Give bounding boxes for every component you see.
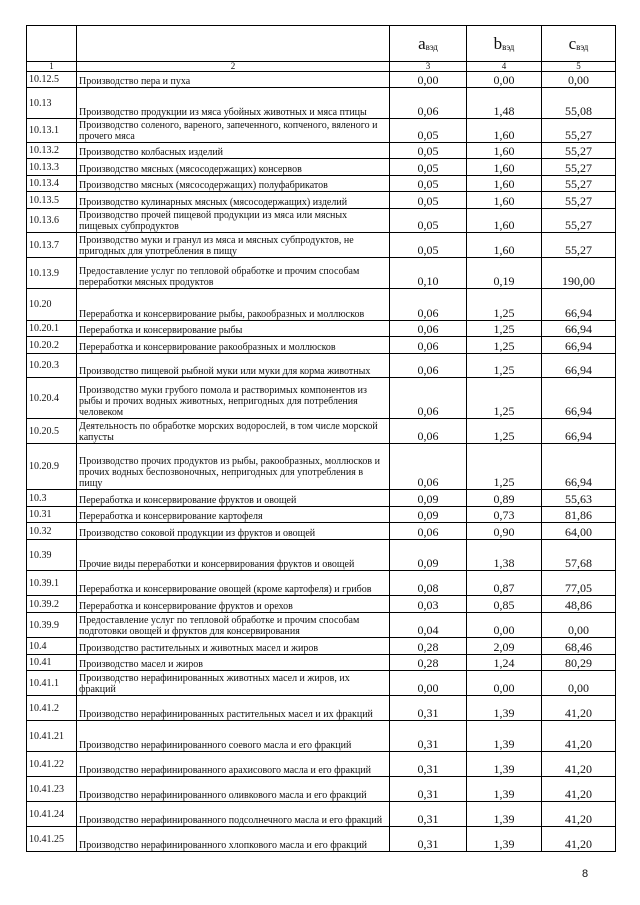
b-value-cell: 1,60 <box>467 119 542 143</box>
table-row <box>27 507 616 523</box>
table-row <box>27 802 616 827</box>
b-value-cell: 1,25 <box>467 444 542 490</box>
c-value-cell: 66,94 <box>542 289 616 321</box>
code-cell: 10.13.6 <box>27 209 77 233</box>
a-value-cell: 0,10 <box>390 258 467 289</box>
name-cell: Производство нерафинированных животных масел и жиров, их фракций <box>77 671 390 696</box>
name-cell: Производство колбасных изделий <box>77 143 390 159</box>
b-value-cell: 0,85 <box>467 596 542 613</box>
name-cell: Переработка и консервирование рыбы, ракообразных и моллюсков <box>77 289 390 321</box>
name-cell: Производство продукции из мяса убойных животных и мяса птицы <box>77 88 390 119</box>
a-value-cell: 0,00 <box>390 72 467 88</box>
table-row <box>27 571 616 596</box>
b-value-cell: 1,60 <box>467 159 542 176</box>
b-value-cell: 1,48 <box>467 88 542 119</box>
b-value-cell: 1,25 <box>467 378 542 419</box>
name-cell: Производство кулинарных мясных (мясосодержащих) изделий <box>77 192 390 209</box>
table-row <box>27 523 616 540</box>
name-cell: Производство нерафинированного подсолнечного масла и его фракций <box>77 802 390 827</box>
code-cell: 10.13 <box>27 88 77 119</box>
b-value-cell: 1,60 <box>467 176 542 192</box>
code-cell: 10.39.2 <box>27 596 77 613</box>
table-row <box>27 655 616 671</box>
b-value-cell: 0,19 <box>467 258 542 289</box>
b-value-cell: 1,60 <box>467 233 542 258</box>
code-cell: 10.13.7 <box>27 233 77 258</box>
code-cell: 10.41.21 <box>27 721 77 752</box>
column-index: 3 <box>390 62 467 72</box>
a-value-cell: 0,05 <box>390 143 467 159</box>
a-value-cell: 0,06 <box>390 444 467 490</box>
c-value-cell: 55,27 <box>542 159 616 176</box>
a-value-cell: 0,09 <box>390 490 467 507</box>
a-value-cell: 0,08 <box>390 571 467 596</box>
c-value-cell: 81,86 <box>542 507 616 523</box>
table-row <box>27 752 616 777</box>
name-cell: Переработка и консервирование овощей (кроме картофеля) и грибов <box>77 571 390 596</box>
b-value-cell: 0,90 <box>467 523 542 540</box>
table-row <box>27 596 616 613</box>
c-value-cell: 66,94 <box>542 419 616 444</box>
c-value-cell: 66,94 <box>542 378 616 419</box>
a-value-cell: 0,05 <box>390 209 467 233</box>
c-value-cell: 66,94 <box>542 337 616 354</box>
c-value-cell: 41,20 <box>542 696 616 721</box>
a-value-cell: 0,31 <box>390 802 467 827</box>
c-value-cell: 55,27 <box>542 176 616 192</box>
table-row <box>27 289 616 321</box>
code-cell: 10.20.5 <box>27 419 77 444</box>
code-cell: 10.41.1 <box>27 671 77 696</box>
b-value-cell: 0,87 <box>467 571 542 596</box>
name-cell: Предоставление услуг по тепловой обработке и прочим способам переработки мясных продуктов <box>77 258 390 289</box>
b-value-cell: 1,60 <box>467 192 542 209</box>
header-cell-name <box>77 26 390 62</box>
table-row <box>27 72 616 88</box>
b-value-cell: 1,60 <box>467 209 542 233</box>
name-cell: Производство соленого, вареного, запеченного, копченого, вяленого и прочего мяса <box>77 119 390 143</box>
c-value-cell: 41,20 <box>542 721 616 752</box>
c-value-cell: 57,68 <box>542 540 616 571</box>
c-value-cell: 41,20 <box>542 802 616 827</box>
b-value-cell: 1,25 <box>467 289 542 321</box>
column-index: 5 <box>542 62 616 72</box>
code-cell: 10.4 <box>27 638 77 655</box>
table-row <box>27 192 616 209</box>
a-value-cell: 0,05 <box>390 159 467 176</box>
name-cell: Производство нерафинированного оливкового масла и его фракций <box>77 777 390 802</box>
c-value-cell: 66,94 <box>542 444 616 490</box>
table-row <box>27 337 616 354</box>
table-row <box>27 119 616 143</box>
a-value-cell: 0,06 <box>390 321 467 337</box>
code-cell: 10.41.22 <box>27 752 77 777</box>
table-row <box>27 419 616 444</box>
c-value-cell: 0,00 <box>542 72 616 88</box>
header-cell-b: $b_{вэд}$ <box>467 26 542 62</box>
name-cell: Производство мясных (мясосодержащих) полуфабрикатов <box>77 176 390 192</box>
b-value-cell: 1,38 <box>467 540 542 571</box>
code-cell: 10.41.2 <box>27 696 77 721</box>
b-value-cell: 1,25 <box>467 354 542 378</box>
a-value-cell: 0,09 <box>390 540 467 571</box>
b-value-cell: 1,60 <box>467 143 542 159</box>
c-value-cell: 55,27 <box>542 119 616 143</box>
b-value-cell: 1,39 <box>467 752 542 777</box>
code-cell: 10.41 <box>27 655 77 671</box>
table-row <box>27 490 616 507</box>
name-cell: Производство нерафинированного хлопкового масла и его фракций <box>77 827 390 852</box>
page-number: 8 <box>582 868 589 880</box>
c-value-cell: 0,00 <box>542 671 616 696</box>
table-row <box>27 233 616 258</box>
column-index-row <box>27 62 616 72</box>
code-cell: 10.20.3 <box>27 354 77 378</box>
name-cell: Производство прочей пищевой продукции из мяса или мясных пищевых субпродуктов <box>77 209 390 233</box>
table-row <box>27 827 616 852</box>
a-value-cell: 0,06 <box>390 523 467 540</box>
code-cell: 10.41.25 <box>27 827 77 852</box>
name-cell: Производство муки грубого помола и растворимых компонентов из рыбы и прочих водных животных, непригодных для потребления человеком <box>77 378 390 419</box>
code-cell: 10.13.5 <box>27 192 77 209</box>
c-value-cell: 68,46 <box>542 638 616 655</box>
a-value-cell: 0,31 <box>390 827 467 852</box>
b-value-cell: 1,25 <box>467 337 542 354</box>
b-value-cell: 1,24 <box>467 655 542 671</box>
a-value-cell: 0,31 <box>390 752 467 777</box>
b-value-cell: 0,73 <box>467 507 542 523</box>
code-cell: 10.39 <box>27 540 77 571</box>
c-value-cell: 55,27 <box>542 143 616 159</box>
code-cell: 10.13.1 <box>27 119 77 143</box>
column-index: 2 <box>77 62 390 72</box>
c-value-cell: 48,86 <box>542 596 616 613</box>
b-value-cell: 1,39 <box>467 802 542 827</box>
code-cell: 10.3 <box>27 490 77 507</box>
table-row <box>27 143 616 159</box>
table-row <box>27 696 616 721</box>
b-value-cell: 2,09 <box>467 638 542 655</box>
table-row <box>27 444 616 490</box>
code-cell: 10.39.9 <box>27 613 77 638</box>
table-row <box>27 258 616 289</box>
a-value-cell: 0,28 <box>390 655 467 671</box>
code-cell: 10.13.3 <box>27 159 77 176</box>
c-value-cell: 66,94 <box>542 354 616 378</box>
b-value-cell: 1,39 <box>467 777 542 802</box>
a-value-cell: 0,06 <box>390 289 467 321</box>
name-cell: Переработка и консервирование фруктов и орехов <box>77 596 390 613</box>
table-row <box>27 176 616 192</box>
name-cell: Производство нерафинированных растительных масел и их фракций <box>77 696 390 721</box>
code-cell: 10.20.2 <box>27 337 77 354</box>
table-row <box>27 540 616 571</box>
column-index: 1 <box>27 62 77 72</box>
code-cell: 10.41.23 <box>27 777 77 802</box>
table-row <box>27 613 616 638</box>
name-cell: Переработка и консервирование ракообразных и моллюсков <box>77 337 390 354</box>
name-cell: Деятельность по обработке морских водорослей, в том числе морской капусты <box>77 419 390 444</box>
table-row <box>27 721 616 752</box>
table-row <box>27 354 616 378</box>
a-value-cell: 0,06 <box>390 354 467 378</box>
c-value-cell: 55,27 <box>542 233 616 258</box>
a-value-cell: 0,05 <box>390 192 467 209</box>
code-cell: 10.13.9 <box>27 258 77 289</box>
column-index: 4 <box>467 62 542 72</box>
b-value-cell: 0,00 <box>467 72 542 88</box>
code-cell: 10.20.1 <box>27 321 77 337</box>
c-value-cell: 190,00 <box>542 258 616 289</box>
name-cell: Переработка и консервирование фруктов и овощей <box>77 490 390 507</box>
name-cell: Производство мясных (мясосодержащих) консервов <box>77 159 390 176</box>
c-value-cell: 64,00 <box>542 523 616 540</box>
b-value-cell: 1,39 <box>467 827 542 852</box>
a-value-cell: 0,03 <box>390 596 467 613</box>
c-value-cell: 41,20 <box>542 752 616 777</box>
name-cell: Прочие виды переработки и консервирования фруктов и овощей <box>77 540 390 571</box>
table-row <box>27 378 616 419</box>
code-cell: 10.31 <box>27 507 77 523</box>
name-cell: Производство соковой продукции из фруктов и овощей <box>77 523 390 540</box>
header-cell-c: $c_{вэд}$ <box>542 26 616 62</box>
table-row <box>27 321 616 337</box>
name-cell: Предоставление услуг по тепловой обработке и прочим способам подготовки овощей и фруктов для консервирования <box>77 613 390 638</box>
name-cell: Переработка и консервирование рыбы <box>77 321 390 337</box>
name-cell: Производство пищевой рыбной муки или муки для корма животных <box>77 354 390 378</box>
table-row <box>27 671 616 696</box>
b-value-cell: 0,00 <box>467 613 542 638</box>
b-value-cell: 1,39 <box>467 696 542 721</box>
code-cell: 10.20 <box>27 289 77 321</box>
c-value-cell: 80,29 <box>542 655 616 671</box>
a-value-cell: 0,05 <box>390 176 467 192</box>
table-row <box>27 209 616 233</box>
b-value-cell: 1,39 <box>467 721 542 752</box>
header-cell-a: $a_{вэд}$ <box>390 26 467 62</box>
code-cell: 10.13.2 <box>27 143 77 159</box>
coefficients-table <box>26 25 616 852</box>
b-value-cell: 0,00 <box>467 671 542 696</box>
code-cell: 10.20.9 <box>27 444 77 490</box>
a-value-cell: 0,05 <box>390 119 467 143</box>
c-value-cell: 55,27 <box>542 192 616 209</box>
c-value-cell: 41,20 <box>542 827 616 852</box>
name-cell: Производство масел и жиров <box>77 655 390 671</box>
a-value-cell: 0,28 <box>390 638 467 655</box>
code-cell: 10.13.4 <box>27 176 77 192</box>
b-value-cell: 1,25 <box>467 419 542 444</box>
a-value-cell: 0,09 <box>390 507 467 523</box>
code-cell: 10.32 <box>27 523 77 540</box>
a-value-cell: 0,06 <box>390 88 467 119</box>
name-cell: Производство растительных и животных масел и жиров <box>77 638 390 655</box>
code-cell: 10.12.5 <box>27 72 77 88</box>
c-value-cell: 0,00 <box>542 613 616 638</box>
a-value-cell: 0,31 <box>390 721 467 752</box>
b-value-cell: 0,89 <box>467 490 542 507</box>
c-value-cell: 55,27 <box>542 209 616 233</box>
a-value-cell: 0,31 <box>390 777 467 802</box>
a-value-cell: 0,04 <box>390 613 467 638</box>
code-cell: 10.39.1 <box>27 571 77 596</box>
table-row <box>27 638 616 655</box>
table-row <box>27 777 616 802</box>
header-cell-code <box>27 26 77 62</box>
a-value-cell: 0,06 <box>390 337 467 354</box>
table-row <box>27 159 616 176</box>
name-cell: Переработка и консервирование картофеля <box>77 507 390 523</box>
code-cell: 10.20.4 <box>27 378 77 419</box>
a-value-cell: 0,00 <box>390 671 467 696</box>
c-value-cell: 55,08 <box>542 88 616 119</box>
c-value-cell: 55,63 <box>542 490 616 507</box>
c-value-cell: 66,94 <box>542 321 616 337</box>
c-value-cell: 41,20 <box>542 777 616 802</box>
a-value-cell: 0,05 <box>390 233 467 258</box>
b-value-cell: 1,25 <box>467 321 542 337</box>
name-cell: Производство прочих продуктов из рыбы, ракообразных, моллюсков и прочих водных беспозвоночных, непригодных для употребления в пищу <box>77 444 390 490</box>
a-value-cell: 0,06 <box>390 378 467 419</box>
table-row <box>27 88 616 119</box>
a-value-cell: 0,06 <box>390 419 467 444</box>
name-cell: Производство нерафинированного арахисового масла и его фракций <box>77 752 390 777</box>
code-cell: 10.41.24 <box>27 802 77 827</box>
header-row <box>27 26 616 62</box>
name-cell: Производство муки и гранул из мяса и мясных субпродуктов, не пригодных для употребления в пищу <box>77 233 390 258</box>
name-cell: Производство нерафинированного соевого масла и его фракций <box>77 721 390 752</box>
a-value-cell: 0,31 <box>390 696 467 721</box>
name-cell: Производство пера и пуха <box>77 72 390 88</box>
c-value-cell: 77,05 <box>542 571 616 596</box>
